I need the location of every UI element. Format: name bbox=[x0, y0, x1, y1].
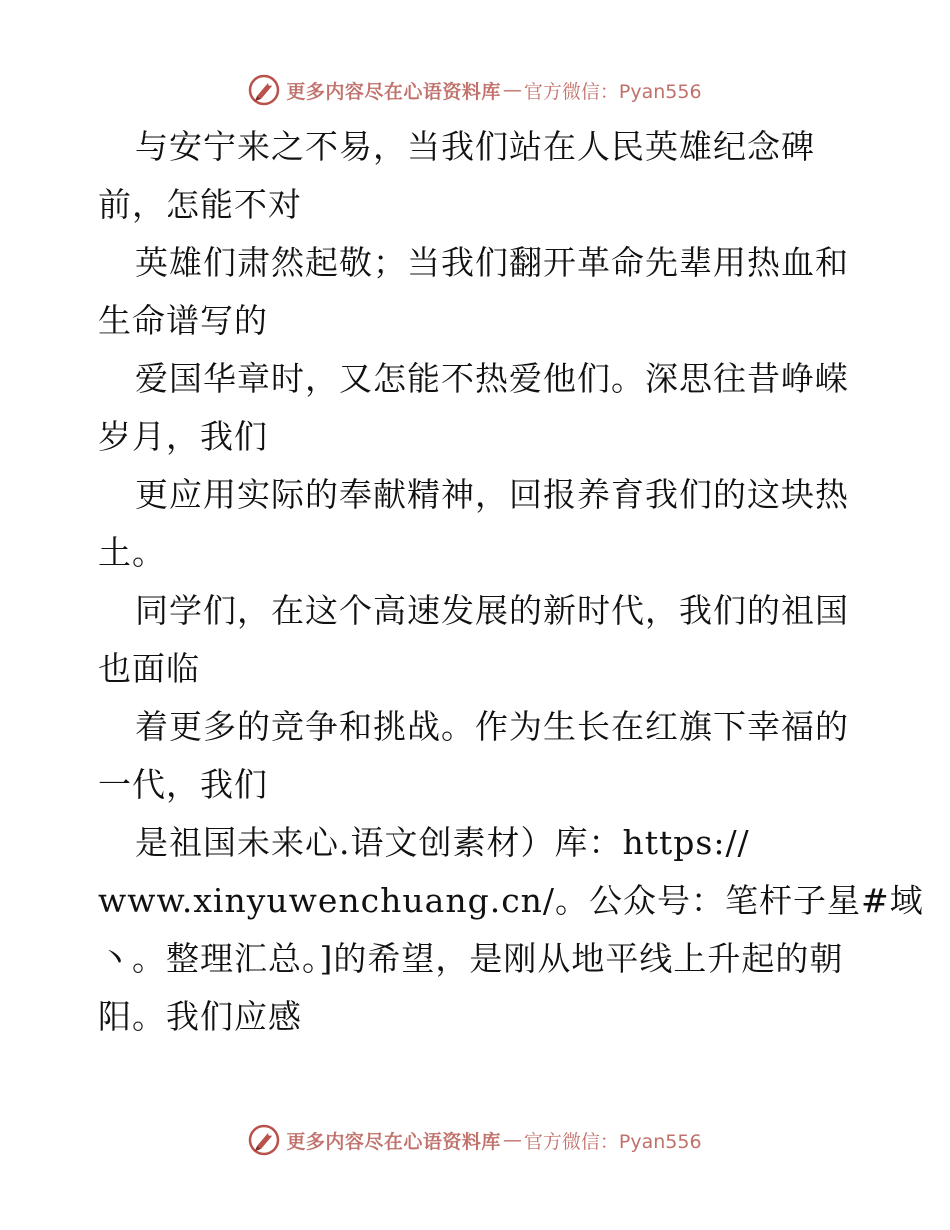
text-line: 丶。整理汇总。]的希望，是刚从地平线上升起的朝 bbox=[98, 939, 844, 978]
text-line: 是祖国未来心.语文创素材）库：https:// bbox=[135, 823, 750, 862]
text-line: 同学们，在这个高速发展的新时代，我们的祖国 bbox=[135, 591, 849, 630]
text-line: 与安宁来之不易，当我们站在人民英雄纪念碑 bbox=[135, 127, 815, 166]
text-line: 前，怎能不对 bbox=[98, 185, 302, 224]
text-line: www.xinyuwenchuang.cn/。公众号：笔杆子星#域 bbox=[98, 881, 924, 920]
pen-logo-icon bbox=[248, 1124, 280, 1156]
footer-wechat-text: 官方微信：Pyan556 bbox=[523, 1130, 702, 1153]
pen-logo-icon bbox=[248, 74, 280, 106]
header-wechat-text: 官方微信：Pyan556 bbox=[523, 80, 702, 103]
text-line: 着更多的竞争和挑战。作为生长在红旗下幸福的 bbox=[135, 707, 849, 746]
text-line: 岁月，我们 bbox=[98, 417, 268, 456]
document-body bbox=[98, 118, 924, 1046]
text-line: 生命谱写的 bbox=[98, 301, 268, 340]
text-line: 爱国华章时，又怎能不热爱他们。深思往昔峥嵘 bbox=[135, 359, 849, 398]
text-line: 英雄们肃然起敬；当我们翻开革命先辈用热血和 bbox=[135, 243, 849, 282]
text-line: 更应用实际的奉献精神，回报养育我们的这块热 bbox=[135, 475, 849, 514]
header-dash: — bbox=[502, 79, 522, 101]
footer-brand-text: 更多内容尽在心语资料库 bbox=[286, 1130, 501, 1153]
header-brand-text: 更多内容尽在心语资料库 bbox=[286, 80, 501, 103]
text-line: 阳。我们应感 bbox=[98, 997, 302, 1036]
footer-banner bbox=[0, 1120, 950, 1160]
header-banner bbox=[0, 70, 950, 110]
footer-dash: — bbox=[502, 1129, 522, 1151]
text-line: 也面临 bbox=[98, 649, 200, 688]
text-line: 一代，我们 bbox=[98, 765, 268, 804]
text-line: 土。 bbox=[98, 533, 166, 572]
